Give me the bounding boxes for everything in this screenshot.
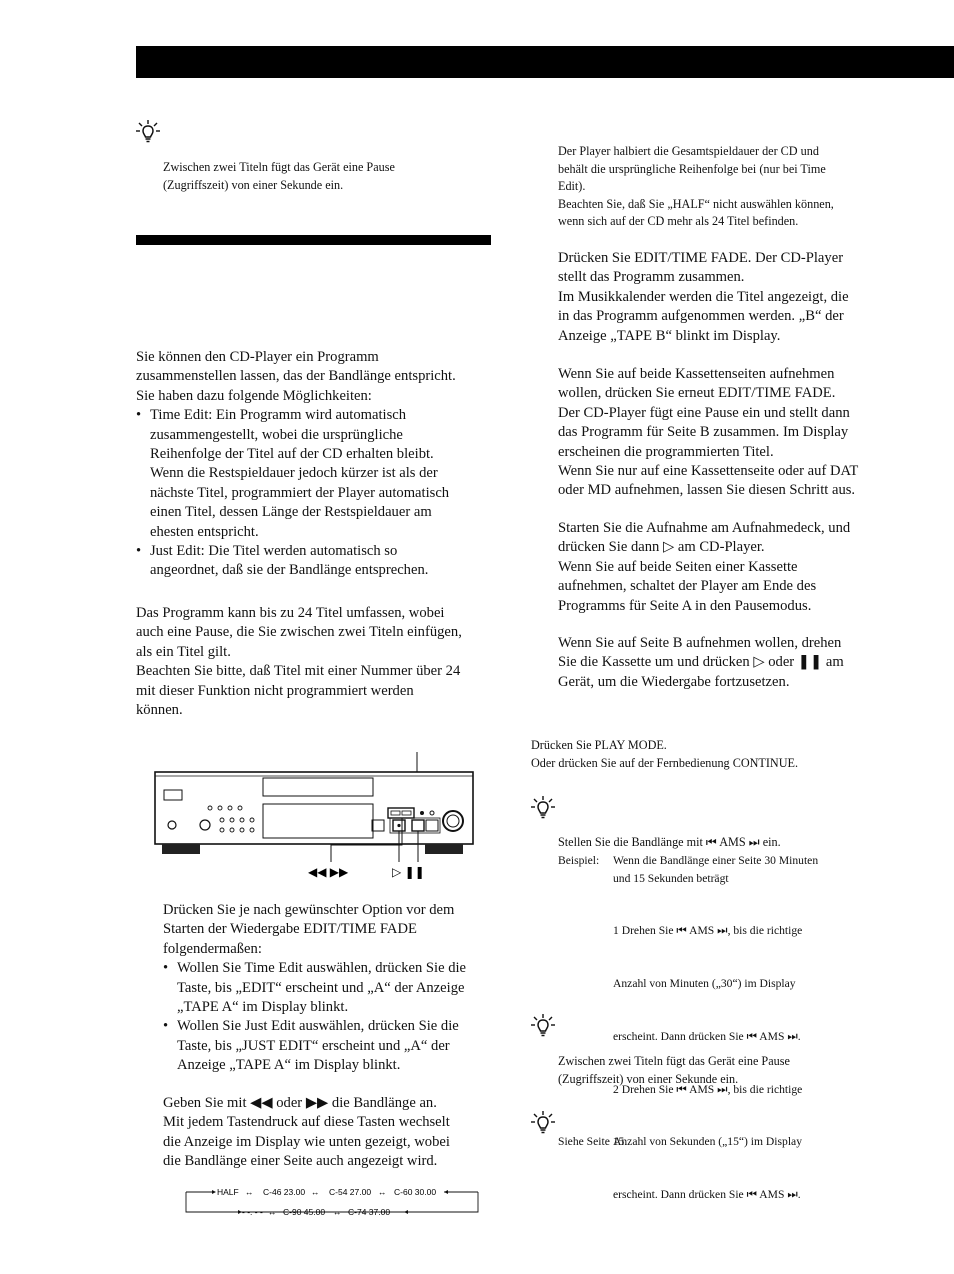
tape-option-dashes: - -. - - bbox=[242, 1207, 263, 1216]
bullet-time-edit-select bbox=[163, 959, 503, 1017]
svg-text:↔: ↔ bbox=[268, 1207, 277, 1216]
text-line: einen Titel, dessen Länge der Restspieldauer am bbox=[150, 504, 432, 521]
tape-length-cycle-diagram bbox=[182, 1182, 482, 1216]
text-line: Taste, bis „EDIT“ erscheint und „A“ der Anzeige bbox=[177, 979, 465, 996]
tape-option-c90: C-90 45.00 bbox=[283, 1207, 326, 1216]
text-line: Geben Sie mit ◀◀ oder ▶▶ die Bandlänge an. bbox=[163, 1095, 437, 1111]
text-line: und 15 Sekunden beträgt bbox=[613, 871, 729, 885]
tip-tape-length bbox=[558, 834, 898, 852]
text-line: Gerät, um die Wiedergabe fortzusetzen. bbox=[558, 673, 790, 690]
text-line: Drücken Sie EDIT/TIME FADE. Der CD-Player bbox=[558, 250, 844, 266]
step3-paragraph bbox=[558, 249, 898, 346]
text-line: die Anzeige im Display wie unten gezeigt, wobei bbox=[163, 1133, 450, 1150]
text-line: Beachten Sie bitte, daß Titel mit einer Nummer über 24 bbox=[136, 663, 461, 680]
tip-text-pause bbox=[163, 159, 395, 194]
tip-example-label bbox=[558, 852, 599, 870]
text-line: die Bandlänge einer Seite auch angezeigt wird. bbox=[163, 1153, 438, 1170]
svg-text:↔: ↔ bbox=[245, 1187, 254, 1197]
text-line: zusammengestellt, wobei die ursprüngliche bbox=[150, 426, 403, 443]
bullet-just-edit-select bbox=[163, 1017, 503, 1075]
text-line: Starten der Wiedergabe EDIT/TIME FADE bbox=[163, 921, 417, 938]
text-line: Beachten Sie, daß Sie „HALF“ nicht auswählen können, bbox=[558, 196, 834, 211]
text-line: Mit jedem Tastendruck auf diese Tasten wechselt bbox=[163, 1114, 450, 1131]
text-line: Edit). bbox=[558, 179, 586, 194]
tape-option-half: HALF bbox=[217, 1187, 239, 1197]
text-line: Programms für Seite A in den Pausemodus. bbox=[558, 597, 812, 614]
text-line: nächste Titel, programmiert der Player automatisch bbox=[150, 484, 450, 501]
text-line: Sie haben dazu folgende Möglichkeiten: bbox=[136, 387, 372, 404]
text-line: (Zugriffszeit) von einer Sekunde ein. bbox=[558, 1071, 739, 1086]
text-line: erscheint. Dann drücken Sie ⏮ AMS ⏭. bbox=[613, 1029, 801, 1043]
tape-option-c74: C-74 37.00 bbox=[348, 1207, 391, 1216]
text-line: Das Programm kann bis zu 24 Titel umfassen, wobei bbox=[136, 605, 445, 621]
text-line: wenn sich auf der CD mehr als 24 Titel befinden. bbox=[558, 214, 799, 229]
text-line: Anzeige „TAPE A“ im Display blinkt. bbox=[177, 1057, 401, 1074]
tip-lightbulb-icon bbox=[136, 119, 160, 145]
text-line: Siehe Seite 15. bbox=[558, 1135, 628, 1148]
text-line: Wenn Sie auf beide Seiten einer Kassette bbox=[558, 558, 798, 575]
text-line: zusammenstellen lassen, das der Bandlänge entspricht. bbox=[136, 368, 456, 385]
text-line: Stellen Sie die Bandlänge mit ⏮ AMS ⏭ ein. bbox=[558, 835, 781, 849]
text-line: in das Programm aufgenommen werden. „B“ der bbox=[558, 308, 844, 325]
tip-lightbulb-icon bbox=[531, 1110, 555, 1136]
tip-example-text bbox=[613, 852, 903, 887]
text-line: wollen, drücken Sie erneut EDIT/TIME FADE. bbox=[558, 385, 836, 402]
text-line: mit dieser Funktion nicht programmiert werden bbox=[136, 682, 414, 699]
play-pause-label: ▷ ❚❚ bbox=[392, 865, 425, 879]
text-line: aufnehmen, schaltet der Player am Ende des bbox=[558, 578, 817, 595]
text-line: Zwischen zwei Titeln fügt das Gerät eine Pause bbox=[558, 1054, 790, 1068]
text-line: Zwischen zwei Titeln fügt das Gerät eine Pause bbox=[163, 160, 395, 174]
example-label: Beispiel: bbox=[558, 854, 600, 867]
tape-option-c60: C-60 30.00 bbox=[394, 1187, 437, 1197]
text-line: Reihenfolge der Titel auf der CD erhalten bleibt. bbox=[150, 446, 434, 463]
text-line: Anzahl von Minuten („30“) im Display bbox=[613, 976, 796, 990]
text-line: 1 Drehen Sie ⏮ AMS ⏭, bis die richtige bbox=[613, 924, 803, 938]
text-line: Wenn die Restspieldauer jedoch kürzer ist als der bbox=[150, 465, 438, 482]
text-line: „TAPE A“ im Display blinkt. bbox=[177, 999, 349, 1016]
intro-paragraph bbox=[136, 348, 496, 581]
text-line: erscheinen die programmierten Titel. bbox=[558, 443, 774, 460]
text-line: erscheint. Dann drücken Sie ⏮ AMS ⏭. bbox=[613, 1188, 801, 1202]
text-line: Anzahl von Sekunden („15“) im Display bbox=[613, 1135, 802, 1149]
skip-buttons-label: ◀◀ ▶▶ bbox=[308, 865, 349, 879]
step2-paragraph bbox=[163, 1094, 503, 1172]
section-heading-bar bbox=[136, 235, 491, 245]
cd-player-illustration bbox=[150, 750, 480, 890]
text-line: auch eine Pause, die Sie zwischen zwei Titeln einfügen, bbox=[136, 624, 462, 641]
text-line: als ein Titel gilt. bbox=[136, 643, 231, 660]
tape-option-c54: C-54 27.00 bbox=[329, 1187, 372, 1197]
bullet-just-edit bbox=[136, 542, 496, 581]
text-line: Drücken Sie je nach gewünschter Option vor dem bbox=[163, 902, 455, 918]
cancel-paragraph bbox=[531, 737, 891, 772]
text-line: (Zugriffszeit) von einer Sekunde ein. bbox=[163, 177, 344, 192]
text-line: • Time Edit: Ein Programm wird automatisch bbox=[150, 407, 407, 424]
text-line: Der Player halbiert die Gesamtspieldauer der CD und bbox=[558, 144, 819, 158]
text-line: 2 Drehen Sie ⏮ AMS ⏭, bis die richtige bbox=[613, 1082, 803, 1096]
text-line: Taste, bis „JUST EDIT“ erscheint und „A“ der bbox=[177, 1037, 450, 1054]
text-line: angeordnet, daß sie der Bandlänge entsprechen. bbox=[150, 562, 429, 579]
text-line: • Wollen Sie Just Edit auswählen, drücken Sie die bbox=[177, 1018, 459, 1035]
tip-text-pause-right bbox=[558, 1053, 898, 1088]
text-line: • Just Edit: Die Titel werden automatisch so bbox=[150, 543, 398, 560]
tip-see-page bbox=[558, 1133, 627, 1151]
header-bar bbox=[136, 46, 954, 78]
text-line: Starten Sie die Aufnahme am Aufnahmedeck, und bbox=[558, 520, 851, 536]
tape-option-c46: C-46 23.00 bbox=[263, 1187, 306, 1197]
text-line: ehesten entspricht. bbox=[150, 523, 259, 540]
text-line: Der CD-Player fügt eine Pause ein und stellt dann bbox=[558, 404, 850, 421]
svg-text:↔: ↔ bbox=[333, 1207, 342, 1216]
svg-text:↔: ↔ bbox=[378, 1187, 387, 1197]
text-line: Sie die Kassette um und drücken ▷ oder ❚❚ am bbox=[558, 654, 844, 671]
program-info-paragraph bbox=[136, 604, 496, 720]
tip-lightbulb-icon bbox=[531, 795, 555, 821]
step6-paragraph bbox=[558, 634, 898, 692]
text-line: drücken Sie dann ▷ am CD-Player. bbox=[558, 539, 765, 556]
text-line: • Wollen Sie Time Edit auswählen, drücken Sie die bbox=[177, 960, 467, 977]
text-line: oder MD aufnehmen, lassen Sie diesen Schritt aus. bbox=[558, 482, 856, 499]
step5-paragraph bbox=[558, 519, 898, 616]
step1-paragraph bbox=[163, 901, 503, 1076]
half-note bbox=[558, 143, 898, 231]
text-line: Wenn Sie auf Seite B aufnehmen wollen, drehen bbox=[558, 635, 842, 651]
text-line: Wenn die Bandlänge einer Seite 30 Minuten bbox=[613, 854, 819, 867]
tip-lightbulb-icon bbox=[531, 1013, 555, 1039]
text-line: Wenn Sie nur auf eine Kassettenseite oder auf DAT bbox=[558, 463, 859, 480]
text-line: Sie können den CD-Player ein Programm bbox=[136, 349, 379, 365]
text-line: Drücken Sie PLAY MODE. bbox=[531, 738, 667, 752]
text-line: das Programm für Seite B zusammen. Im Display bbox=[558, 424, 849, 441]
text-line: Anzeige „TAPE B“ blinkt im Display. bbox=[558, 327, 781, 344]
text-line: folgendermaßen: bbox=[163, 940, 262, 957]
svg-text:↔: ↔ bbox=[311, 1187, 320, 1197]
step4-paragraph bbox=[558, 365, 898, 501]
text-line: Im Musikkalender werden die Titel angezeigt, die bbox=[558, 288, 849, 305]
text-line: Wenn Sie auf beide Kassettenseiten aufnehmen bbox=[558, 366, 835, 382]
text-line: können. bbox=[136, 702, 183, 719]
text-line: behält die ursprüngliche Reihenfolge bei (nur bei Time bbox=[558, 161, 826, 176]
text-line: stellt das Programm zusammen. bbox=[558, 269, 745, 286]
bullet-time-edit bbox=[136, 406, 496, 542]
text-line: Oder drücken Sie auf der Fernbedienung CONTINUE. bbox=[531, 755, 799, 770]
